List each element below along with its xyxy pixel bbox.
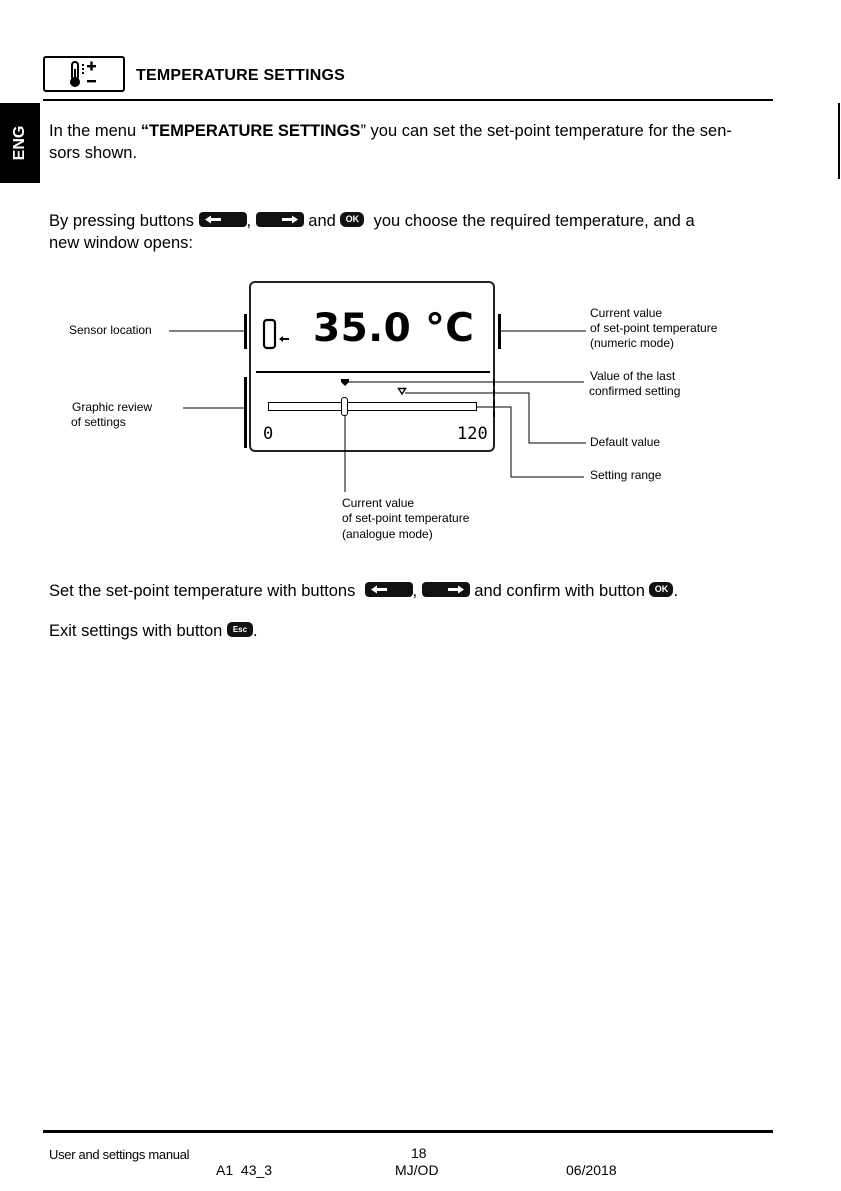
comma-2: , xyxy=(412,582,418,600)
label-current-analogue-1: Current value xyxy=(342,496,415,510)
label-last-confirmed-2: confirmed setting xyxy=(589,384,681,398)
footer-authors: MJ/OD xyxy=(395,1162,439,1178)
label-sensor-location: Sensor location xyxy=(69,323,152,337)
leader-lines xyxy=(0,0,841,560)
exit-text: Exit settings with button xyxy=(49,622,223,640)
label-default-value: Default value xyxy=(590,435,661,449)
pressing-text-2: you choose the required temperature, and a xyxy=(373,212,695,230)
right-arrow-button-2 xyxy=(422,582,470,597)
footer-page-number: 18 xyxy=(411,1145,427,1161)
page-title: TEMPERATURE SETTINGS xyxy=(136,67,346,84)
pressing-text-1: By pressing buttons xyxy=(49,212,199,230)
scale-min: 0 xyxy=(263,424,274,444)
label-current-numeric-3: (numeric mode) xyxy=(590,336,675,350)
set-text-2: and confirm with button xyxy=(474,582,645,600)
intro-text-2: ” you can set the set-point temperature for the sen- xyxy=(360,122,732,140)
temperature-readout: 35.0 °C xyxy=(313,306,475,351)
esc-button: Esc xyxy=(227,622,253,637)
footer-manual: User and settings manual xyxy=(49,1147,190,1162)
set-period: . xyxy=(673,582,679,600)
arrow-left-icon xyxy=(365,582,413,597)
ok-button: OK xyxy=(340,212,364,227)
scale-max: 120 xyxy=(457,424,488,444)
label-graphic-review-1: Graphic review xyxy=(72,400,153,414)
intro-menu-name: “TEMPERATURE SETTINGS xyxy=(140,122,361,140)
arrow-right-icon xyxy=(422,582,470,597)
label-graphic-review-2: of settings xyxy=(71,415,126,429)
label-current-numeric-2: of set-point temperature xyxy=(590,321,718,335)
label-setting-range: Setting range xyxy=(590,468,662,482)
language-label: ENG xyxy=(11,125,28,161)
footer-divider xyxy=(43,1130,773,1133)
label-last-confirmed-1: Value of the last xyxy=(590,369,676,383)
exit-period: . xyxy=(252,622,258,640)
label-current-numeric-1: Current value xyxy=(590,306,663,320)
footer-doc-code: A1 43_3 xyxy=(216,1162,273,1178)
left-arrow-button-2 xyxy=(365,582,413,597)
ok-button-2: OK xyxy=(649,582,673,597)
set-text-1: Set the set-point temperature with buttons xyxy=(49,582,356,600)
footer-date: 06/2018 xyxy=(566,1162,617,1178)
and-word: and xyxy=(308,212,336,230)
exit-instruction xyxy=(49,620,764,642)
label-current-analogue-2: of set-point temperature xyxy=(342,511,470,525)
label-current-analogue-3: (analogue mode) xyxy=(342,527,433,541)
intro-text-3: sors shown. xyxy=(49,144,138,162)
pressing-text-3: new window opens: xyxy=(49,234,194,252)
intro-text-1: In the menu xyxy=(49,122,141,140)
comma: , xyxy=(246,212,252,230)
set-instruction xyxy=(49,580,789,602)
